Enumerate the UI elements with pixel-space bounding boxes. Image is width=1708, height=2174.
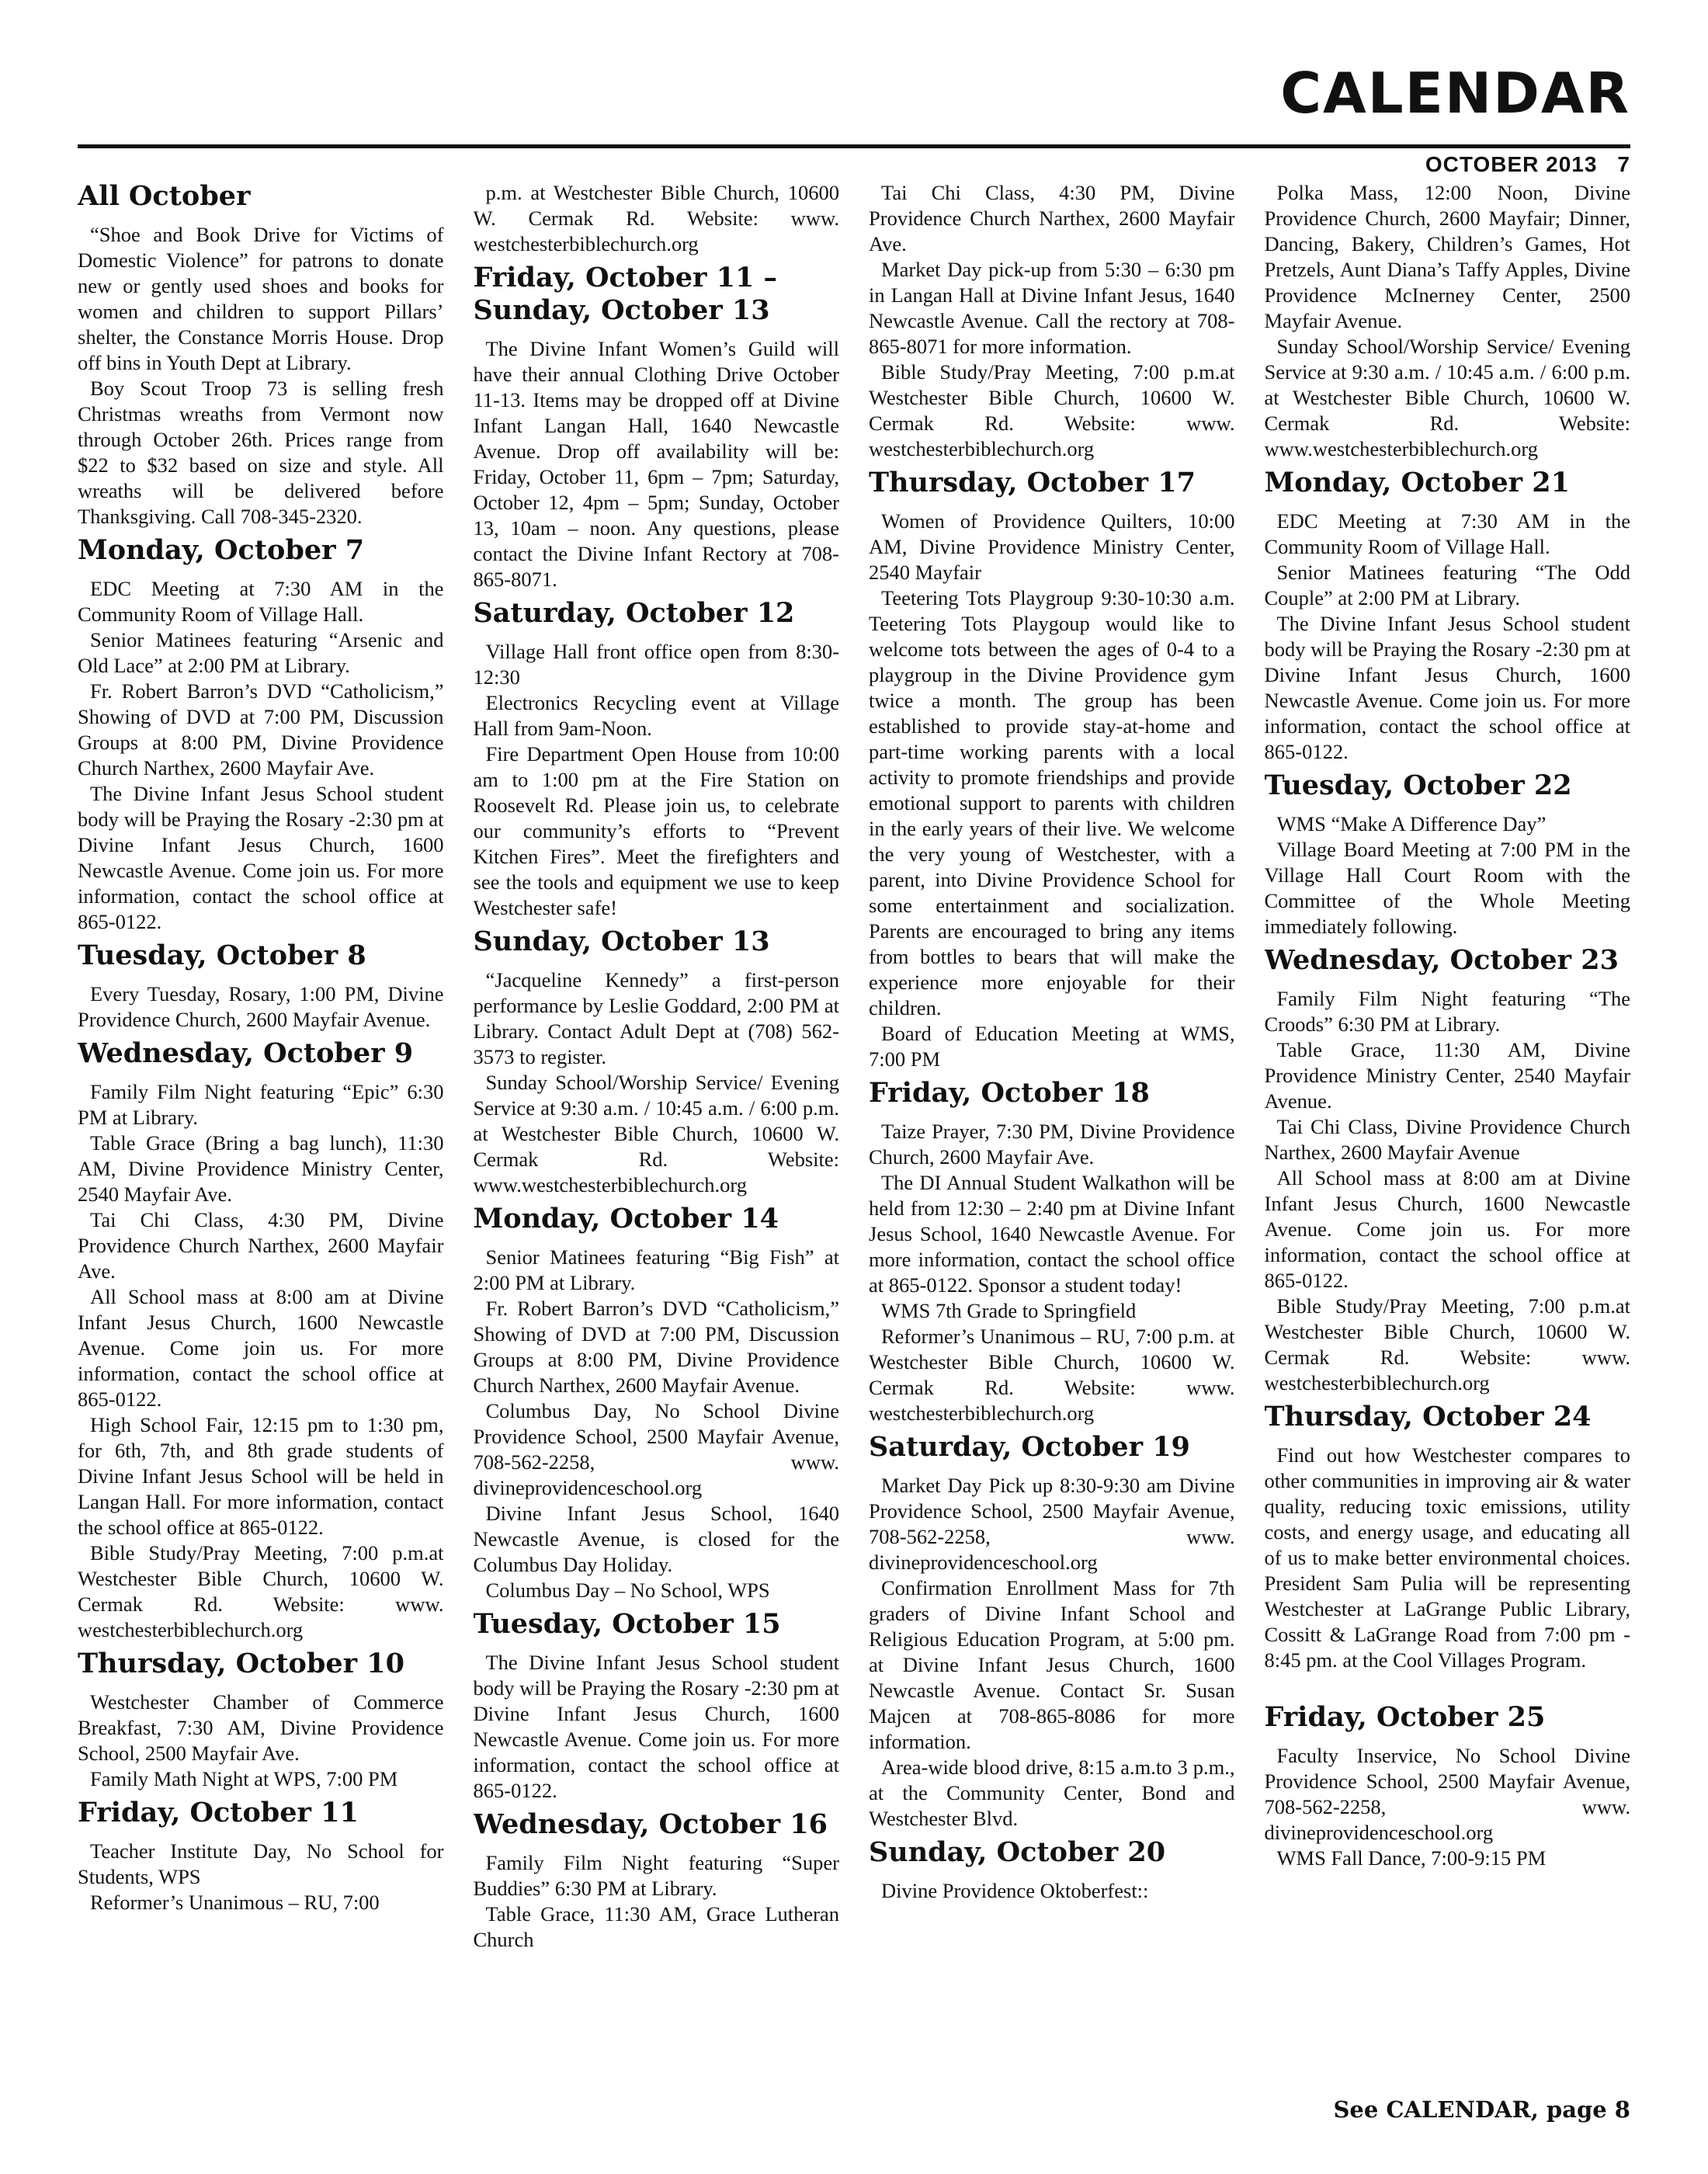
- event-text: Fire Department Open House from 10:00 am to 1:00 pm at the Fire Station on Roosevelt Rd. Please join us, to celebrate our community’s efforts to “Prevent Kitchen Fires”. Meet the firefighters and see the tools and equipment we use to keep Westchester safe!: [473, 742, 839, 919]
- date-heading: Monday, October 7: [78, 534, 365, 566]
- issue-info: [1425, 152, 1630, 177]
- date-heading: Thursday, October 24: [1264, 1401, 1592, 1433]
- calendar-entry: [869, 1077, 1235, 1426]
- calendar-entry: [1265, 180, 1631, 462]
- date-heading: Tuesday, October 15: [473, 1608, 781, 1640]
- event-text: Sunday School/Worship Service/ Evening Service at 9:30 a.m. / 10:45 a.m. / 6:00 p.m. at Westchester Bible Church, 10600 W. Cermak Rd. Website: www.westchesterbiblechurch.org: [1264, 335, 1630, 460]
- event-text: The Divine Infant Jesus School student body will be Praying the Rosary -2:30 pm at Divine Infant Jesus Church, 1600 Newcastle Avenue. Come join us. For more information, contact the school office at 865-0122.: [473, 1651, 839, 1802]
- event-text: Teacher Institute Day, No School for Students, WPS: [78, 1839, 444, 1888]
- calendar-entry: [869, 1836, 1235, 1904]
- event-text: WMS 7th Grade to Springfield: [881, 1299, 1137, 1322]
- issue-date: OCTOBER 2013: [1425, 152, 1598, 176]
- event-text: Divine Providence Oktoberfest::: [881, 1879, 1149, 1902]
- event-text: Women of Providence Quilters, 10:00 AM, Divine Providence Ministry Center, 2540 Mayfair: [869, 509, 1235, 584]
- date-heading: Saturday, October 12: [473, 597, 795, 629]
- calendar-entry: [1265, 944, 1631, 1396]
- event-text: Board of Education Meeting at WMS, 7:00 PM: [869, 1022, 1235, 1071]
- calendar-entry: [474, 1608, 840, 1804]
- event-text: Confirmation Enrollment Mass for 7th graders of Divine Infant School and Religious Education Program, at 5:00 pm. at Divine Infant Jesus Church, 1600 Newcastle Avenue. Contact Sr. Susan Majcen at 708-865-8086 for more information.: [869, 1576, 1235, 1753]
- event-text: Polka Mass, 12:00 Noon, Divine Providence Church, 2600 Mayfair; Dinner, Dancing, Bakery, Children’s Games, Hot Pretzels, Aunt Diana’s Taffy Apples, Divine Providence McInerney Center, 2500 Mayfair Avenue.: [1264, 181, 1630, 332]
- header-rule: [78, 144, 1630, 148]
- event-text: Columbus Day – No School, WPS: [485, 1578, 770, 1602]
- calendar-entry: [474, 1808, 840, 1953]
- event-text: High School Fair, 12:15 pm to 1:30 pm, for 6th, 7th, and 8th grade students of Divine Infant Jesus School will be held in Langan Hall. For more information, contact the school office at 865-0122.: [78, 1413, 444, 1539]
- calendar-entry: [78, 939, 444, 1033]
- event-text: Senior Matinees featuring “The Odd Couple” at 2:00 PM at Library.: [1264, 561, 1630, 609]
- calendar-entry: [474, 926, 840, 1198]
- date-heading: All October: [78, 180, 251, 212]
- calendar-entry: [474, 597, 840, 921]
- date-heading: Monday, October 21: [1264, 467, 1570, 498]
- date-heading: Thursday, October 10: [78, 1648, 404, 1679]
- event-text: The Divine Infant Jesus School student body will be Praying the Rosary -2:30 pm at Divine Infant Jesus Church, 1600 Newcastle Avenue. Come join us. For more information, contact the school office at 865-0122.: [1264, 612, 1630, 763]
- column-1: [78, 180, 444, 2082]
- event-text: Every Tuesday, Rosary, 1:00 PM, Divine Providence Church, 2600 Mayfair Avenue.: [78, 982, 444, 1031]
- event-text: WMS Fall Dance, 7:00-9:15 PM: [1276, 1846, 1547, 1870]
- date-heading: Friday, October 25: [1264, 1701, 1546, 1733]
- calendar-entry: [474, 180, 840, 257]
- calendar-entry: [78, 1648, 444, 1792]
- event-text: Bible Study/Pray Meeting, 7:00 p.m.at Westchester Bible Church, 10600 W. Cermak Rd. Website: www. westchesterbiblechurch.org: [1264, 1294, 1630, 1394]
- event-text: Sunday School/Worship Service/ Evening Service at 9:30 a.m. / 10:45 a.m. / 6:00 p.m. at Westchester Bible Church, 10600 W. Cermak Rd. Website: www.westchesterbiblechurch.org: [473, 1071, 839, 1196]
- continued-reference: See CALENDAR, page 8: [1333, 2096, 1630, 2123]
- event-text: Fr. Robert Barron’s DVD “Catholicism,” Showing of DVD at 7:00 PM, Discussion Groups at 8:00 PM, Divine Providence Church Narthex, 2600 Mayfair Avenue.: [473, 1297, 839, 1397]
- event-text: Market Day Pick up 8:30-9:30 am Divine Providence School, 2500 Mayfair Avenue, 708-562-2258, www. divineprovidenceschool.org: [869, 1474, 1235, 1574]
- event-text: Family Math Night at WPS, 7:00 PM: [90, 1767, 398, 1790]
- event-text: EDC Meeting at 7:30 AM in the Community Room of Village Hall.: [1264, 509, 1630, 558]
- event-text: WMS “Make A Difference Day”: [1276, 812, 1547, 835]
- event-text: The Divine Infant Women’s Guild will have their annual Clothing Drive October 11-13. Items may be dropped off at Divine Infant Langan Hall, 1640 Newcastle Avenue. Drop off availability will be: Friday, October 11, 6pm – 7pm; Saturday, October 12, 4pm – 5pm; Sunday, October 13, 10am – noon. Any questions, please contact the Divine Infant Rectory at 708-865-8071.: [473, 337, 839, 591]
- event-text: All School mass at 8:00 am at Divine Infant Jesus Church, 1600 Newcastle Avenue. Come join us. For more information, contact the school office at 865-0122.: [1264, 1166, 1630, 1292]
- event-text: Area-wide blood drive, 8:15 a.m.to 3 p.m., at the Community Center, Bond and Westchester Blvd.: [869, 1756, 1235, 1830]
- date-heading: Tuesday, October 22: [1264, 769, 1572, 801]
- calendar-entry: [869, 180, 1235, 462]
- event-text: Tai Chi Class, Divine Providence Church Narthex, 2600 Mayfair Avenue: [1264, 1115, 1630, 1164]
- event-text: Fr. Robert Barron’s DVD “Catholicism,” Showing of DVD at 7:00 PM, Discussion Groups at 8:00 PM, Divine Providence Church Narthex, 2600 Mayfair Ave.: [78, 679, 444, 780]
- event-text: “Jacqueline Kennedy” a first-person performance by Leslie Goddard, 2:00 PM at Library. Contact Adult Dept at (708) 562-3573 to register.: [473, 968, 839, 1068]
- event-text: The Divine Infant Jesus School student body will be Praying the Rosary -2:30 pm at Divine Infant Jesus Church, 1600 Newcastle Avenue. Come join us. For more information, contact the school office at 865-0122.: [78, 782, 444, 933]
- calendar-entry: [1265, 1701, 1631, 1871]
- calendar-entry: [474, 1203, 840, 1603]
- event-text: EDC Meeting at 7:30 AM in the Community Room of Village Hall.: [78, 577, 444, 626]
- event-text: Teetering Tots Playgroup 9:30-10:30 a.m. Teetering Tots Playgoup would like to welcome tots between the ages of 0-4 to a playgroup in the Divine Providence gym twice a month. The group has been established to provide stay-at-home and part-time working parents with a local activity to promote friendships and provide emotional support to parents with children in the early years of their live. We welcome the very young of Westchester, with a parent, into Divine Providence School for some entertainment and socialization. Parents are encouraged to bring any items from bottles to bears that will make the experience more enjoyable for their children.: [869, 586, 1235, 1019]
- event-text: Family Film Night featuring “Epic” 6:30 PM at Library.: [78, 1080, 444, 1129]
- page-number: 7: [1617, 152, 1630, 176]
- event-text: Table Grace (Bring a bag lunch), 11:30 AM, Divine Providence Ministry Center, 2540 Mayfair Ave.: [78, 1131, 444, 1206]
- event-text: The DI Annual Student Walkathon will be held from 12:30 – 2:40 pm at Divine Infant Jesus School, 1640 Newcastle Avenue. For more information, contact the school office at 865-0122. Sponsor a student today!: [869, 1171, 1235, 1297]
- event-text: Electronics Recycling event at Village Hall from 9am-Noon.: [473, 691, 839, 740]
- date-heading: Sunday, October 13: [473, 926, 770, 957]
- date-heading: Friday, October 18: [869, 1077, 1150, 1109]
- date-heading: Tuesday, October 8: [78, 939, 366, 971]
- event-text: Boy Scout Troop 73 is selling fresh Christmas wreaths from Vermont now through October 26th. Prices range from $22 to $32 based on size and style. All wreaths will be delivered before Thanksgiving. Call 708-345-2320.: [78, 377, 444, 528]
- date-heading: Thursday, October 17: [869, 467, 1196, 498]
- event-text: Find out how Westchester compares to other communities in improving air & water quality, reducing toxic emissions, utility costs, and energy usage, and educating all of us to make better environmental choices. President Sam Pulia will be representing Westchester at LaGrange Public Library, Cossitt & LaGrange Road from 7:00 pm - 8:45 pm. at the Cool Villages Program.: [1264, 1443, 1630, 1672]
- column-4: [1265, 180, 1631, 2082]
- event-text: Taize Prayer, 7:30 PM, Divine Providence Church, 2600 Mayfair Ave.: [869, 1120, 1235, 1169]
- calendar-entry: [869, 1431, 1235, 1832]
- date-heading: Saturday, October 19: [869, 1431, 1190, 1463]
- calendar-entry: [1265, 1401, 1631, 1673]
- event-text: Senior Matinees featuring “Arsenic and Old Lace” at 2:00 PM at Library.: [78, 628, 444, 677]
- event-text: “Shoe and Book Drive for Victims of Domestic Violence” for patrons to donate new or gently used shoes and books for women and children to support Pillars’ shelter, the Constance Morris House. Drop off bins in Youth Dept at Library.: [78, 223, 444, 374]
- event-text: Village Hall front office open from 8:30-12:30: [473, 640, 839, 689]
- calendar-entry: [78, 180, 444, 530]
- calendar-entry: [1265, 769, 1631, 939]
- column-2: [474, 180, 840, 2082]
- event-text: All School mass at 8:00 am at Divine Infant Jesus Church, 1600 Newcastle Avenue. Come join us. For more information, contact the school office at 865-0122.: [78, 1285, 444, 1411]
- event-text: Senior Matinees featuring “Big Fish” at 2:00 PM at Library.: [473, 1245, 839, 1294]
- event-text: Bible Study/Pray Meeting, 7:00 p.m.at Westchester Bible Church, 10600 W. Cermak Rd. Website: www. westchesterbiblechurch.org: [869, 360, 1235, 460]
- event-text: Faculty Inservice, No School Divine Providence School, 2500 Mayfair Avenue, 708-562-2258, www. divineprovidenceschool.org: [1264, 1744, 1630, 1844]
- date-heading: Monday, October 14: [473, 1203, 779, 1235]
- event-text: p.m. at Westchester Bible Church, 10600 W. Cermak Rd. Website: www. westchesterbiblechurch.org: [473, 181, 839, 255]
- event-text: Table Grace, 11:30 AM, Divine Providence Ministry Center, 2540 Mayfair Avenue.: [1264, 1038, 1630, 1113]
- calendar-entry: [1265, 467, 1631, 765]
- event-text: Family Film Night featuring “Super Buddies” 6:30 PM at Library.: [473, 1851, 839, 1900]
- event-text: Columbus Day, No School Divine Providence School, 2500 Mayfair Avenue, 708-562-2258, www. divineprovidenceschool.org: [473, 1399, 839, 1499]
- date-heading: Wednesday, October 16: [473, 1808, 828, 1840]
- calendar-entry: [78, 1037, 444, 1643]
- event-text: Westchester Chamber of Commerce Breakfast, 7:30 AM, Divine Providence School, 2500 Mayfair Ave.: [78, 1690, 444, 1765]
- calendar-entry: [78, 534, 444, 935]
- event-text: Tai Chi Class, 4:30 PM, Divine Providence Church Narthex, 2600 Mayfair Ave.: [78, 1208, 444, 1283]
- event-text: Tai Chi Class, 4:30 PM, Divine Providence Church Narthex, 2600 Mayfair Ave.: [869, 181, 1235, 255]
- calendar-entry: [78, 1797, 444, 1915]
- date-heading: Wednesday, October 9: [78, 1037, 414, 1069]
- event-text: Village Board Meeting at 7:00 PM in the Village Hall Court Room with the Committee of the Whole Meeting immediately following.: [1264, 838, 1630, 938]
- event-text: Family Film Night featuring “The Croods” 6:30 PM at Library.: [1264, 987, 1630, 1036]
- calendar-entry: [474, 262, 840, 592]
- event-text: Reformer’s Unanimous – RU, 7:00: [90, 1891, 380, 1914]
- event-text: Divine Infant Jesus School, 1640 Newcastle Avenue, is closed for the Columbus Day Holiday.: [473, 1502, 839, 1576]
- event-text: Reformer’s Unanimous – RU, 7:00 p.m. at Westchester Bible Church, 10600 W. Cermak Rd. Website: www. westchesterbiblechurch.org: [869, 1325, 1235, 1425]
- column-3: [869, 180, 1235, 2082]
- event-text: Bible Study/Pray Meeting, 7:00 p.m.at Westchester Bible Church, 10600 W. Cermak Rd. Website: www. westchesterbiblechurch.org: [78, 1541, 444, 1641]
- calendar-columns: [78, 180, 1630, 2082]
- date-heading: Friday, October 11: [78, 1797, 359, 1828]
- spacer: [1265, 1673, 1631, 1696]
- date-heading: Sunday, October 20: [869, 1836, 1166, 1868]
- date-heading: Wednesday, October 23: [1264, 944, 1619, 976]
- calendar-entry: [869, 467, 1235, 1072]
- event-text: Table Grace, 11:30 AM, Grace Lutheran Church: [473, 1902, 839, 1951]
- page-title: CALENDAR: [1280, 61, 1630, 126]
- date-heading: Friday, October 11 – Sunday, October 13: [473, 262, 778, 326]
- event-text: Market Day pick-up from 5:30 – 6:30 pm in Langan Hall at Divine Infant Jesus, 1640 Newcastle Avenue. Call the rectory at 708-865-8071 for more information.: [869, 258, 1235, 358]
